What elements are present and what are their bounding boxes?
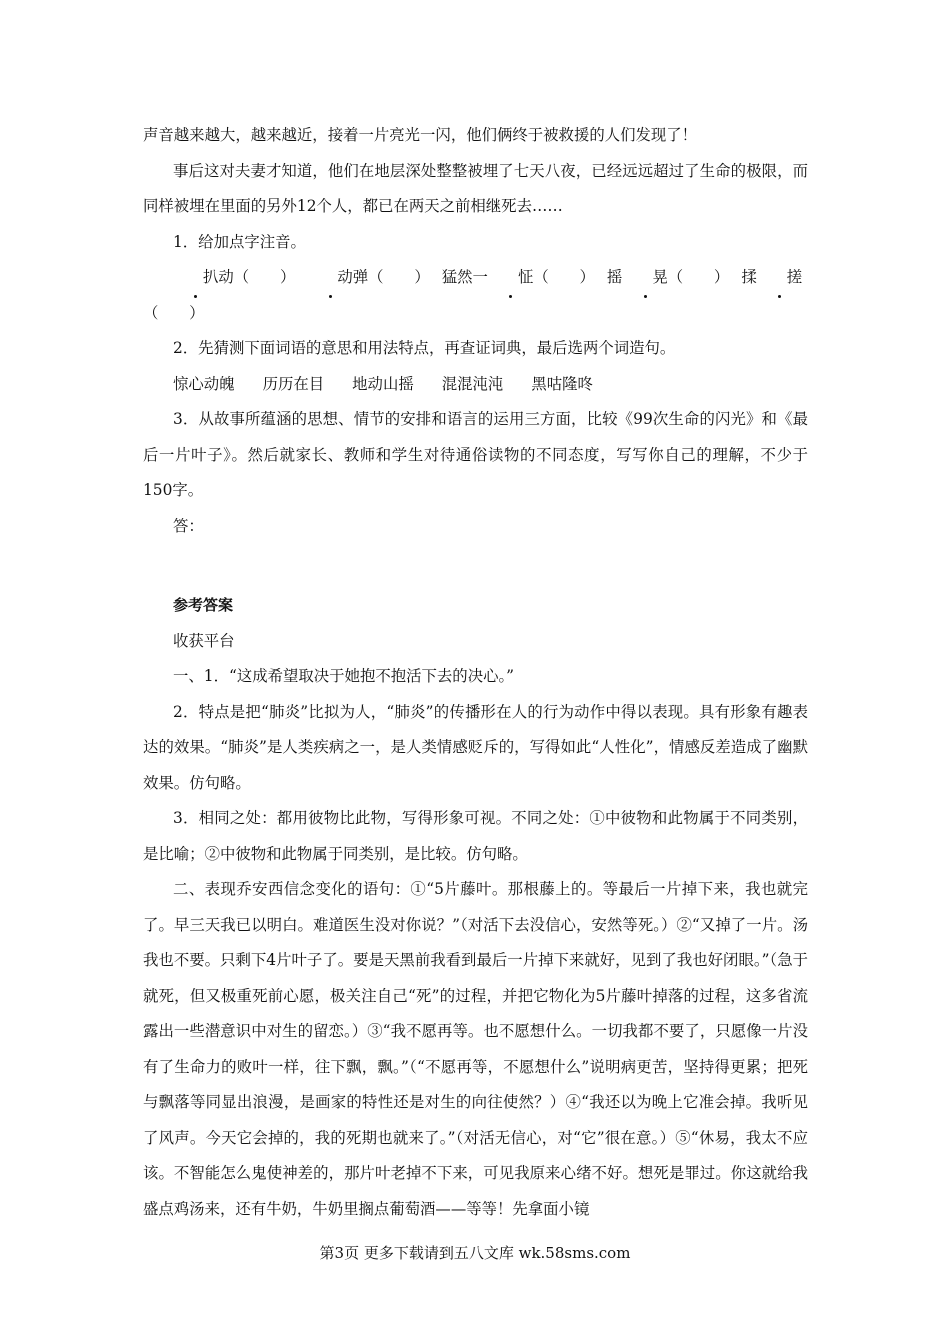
reference-subtitle: 收获平台 [173,631,235,650]
word-item: 混混沌沌 [441,374,504,393]
word-item: 地动山摇 [352,374,414,393]
word-item: 历历在目 [262,374,325,393]
dotted-character: 晃 [622,260,667,296]
dotted-character: 搓 [757,260,802,296]
pinyin-item [442,268,595,286]
reference-title: 参考答案 [173,596,234,614]
pinyin-item [307,268,429,286]
pinyin-item-suffix: （ ） [143,303,205,322]
pinyin-item-suffix: 动（ ） [218,268,296,286]
page-footer: 第3页 更多下载请到五八文库 wk.58sms.com [319,1244,631,1262]
pinyin-item-suffix: 弹（ ） [352,268,430,286]
answer-3: 3．相同之处：都用彼物比此物，写得形象可视。不同之处：①中彼物和此物属于不同类别，是比喻；②中彼物和此物属于同类别，是比较。仿句略。 [143,809,808,863]
answer-2: 2．特点是把“肺炎”比拟为人，“肺炎”的传播形在人的行为动作中得以表现。具有形象有趣表达的效果。“肺炎”是人类疾病之一，是人类情感贬斥的，写得如此“人性化”，情感反差造成了幽默效果。仿句略。 [143,702,808,792]
word-item: 惊心动魄 [173,374,235,393]
word-list [143,367,808,403]
document-body [143,118,808,1227]
dotted-character: 怔 [488,260,533,296]
answer-label: 答： [173,516,204,535]
pinyin-row [143,260,808,331]
question-3: 3．从故事所蕴涵的思想、情节的安排和语言的运用三方面，比较《99次生命的闪光》和《最后一片叶子》。然后就家长、教师和学生对待通俗读物的不同态度，写写你自己的理解，不少于150字。 [143,410,808,499]
pinyin-item-prefix: 揉 [741,268,757,286]
dotted-character: 动 [307,260,352,296]
answer-4: 二、表现乔安西信念变化的语句：①“5片藤叶。那根藤上的。等最后一片掉下来，我也就完了。早三天我已以明白。难道医生没对你说？”（对活下去没信心，安然等死。）②“又掉了一片。汤我也不要。只剩下4片叶子了。要是天黑前我看到最后一片掉下来就好，见到了我也好闭眼。”（急于就死，但又极重死前心愿，极关注自己“死”的过程，并把它物化为5片藤叶掉落的过程，这多省流露出一些潜意识中对生的留恋。）③“我不愿再等。也不愿想什么。一切我都不要了，只愿像一片没有了生命力的败叶一样，往下飘，飘。”（“不愿再等，不愿想什么”说明病更苦，坚持得更累；把死与飘落等同显出浪漫，是画家的特性还是对生的向往使然？）④“我还以为晚上它准会掉。我听见了风声。今天它会掉的，我的死期也就来了。”（对活无信心，对“它”很在意。）⑤“休易，我太不应该。不智能怎么鬼使神差的，那片叶老掉不下来，可见我原来心绪不好。想死是罪过。你这就给我盛点鸡汤来，还有牛奶，牛奶里搁点葡萄酒——等等！先拿面小镜 [143,880,808,1218]
story-paragraph-2: 事后这对夫妻才知道，他们在地层深处整整被埋了七天八夜，已经远远超过了生命的极限，而同样被埋在里面的另外12个人，都已在两天之前相继死去…… [143,161,808,215]
pinyin-item [173,268,295,286]
story-paragraph-1: 声音越来越大，越来越近，接着一片亮光一闪，他们俩终于被救援的人们发现了！ [143,126,698,144]
pinyin-item-prefix: 摇 [606,268,623,286]
pinyin-item-suffix: （ ） [667,268,730,286]
pinyin-item-prefix: 猛然一 [441,268,488,286]
dotted-character: 扒 [173,260,218,296]
pinyin-item-suffix: （ ） [533,268,595,286]
question-2: 2．先猜测下面词语的意思和用法特点，再查证词典，最后选两个词造句。 [173,339,676,357]
answer-1: 一、1．“这成希望取决于她抱不抱活下去的决心。” [173,667,515,685]
question-1: 1．给加点字注音。 [173,232,306,251]
word-item: 黑咕隆咚 [531,374,593,393]
pinyin-item [607,268,729,286]
